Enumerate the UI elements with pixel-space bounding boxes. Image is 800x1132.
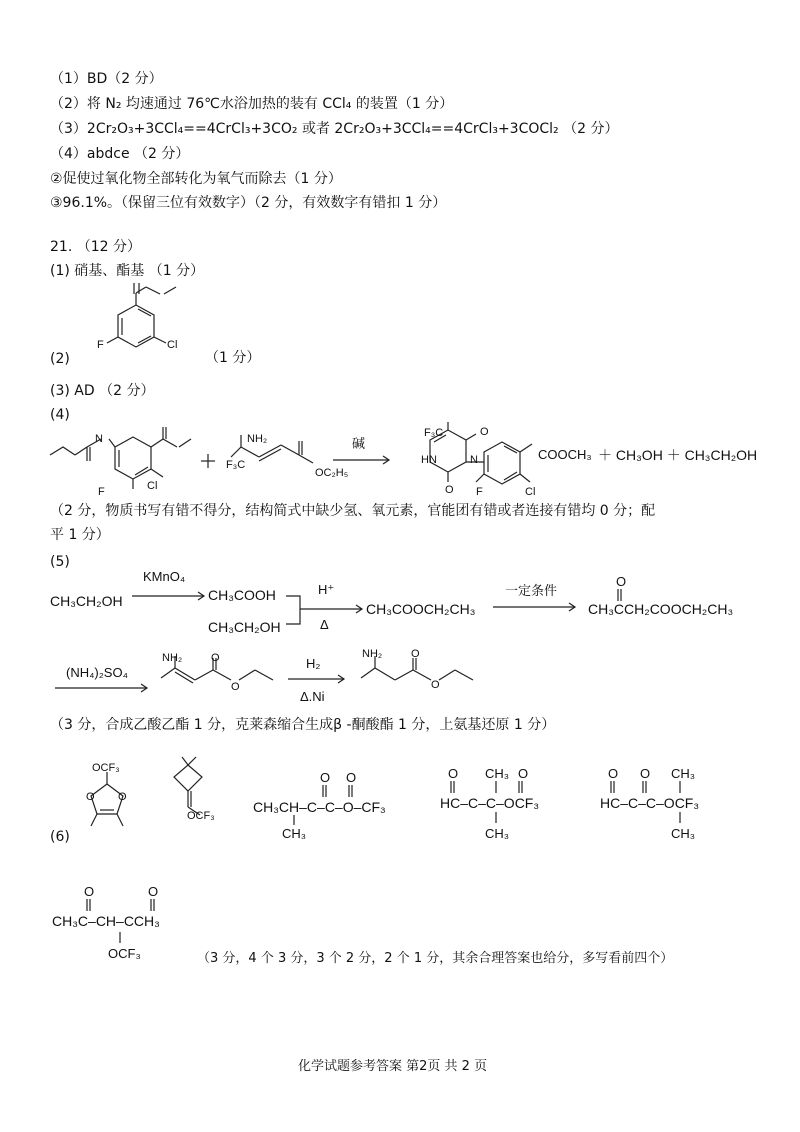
arrow-q5-4: [55, 682, 151, 694]
label-o-p1: O: [480, 426, 489, 438]
answer-20-4-2: ②促使过氧化物全部转化为氧气而除去（1 分）: [50, 171, 342, 187]
q6-c-o2: O: [346, 770, 357, 785]
q6-d-chain: HC–C–C–OCF₃: [440, 795, 540, 811]
q5-o-b: O: [411, 648, 420, 660]
q6-c-o1: O: [320, 770, 331, 785]
q6-b-ocf3: OCF₃: [187, 810, 215, 822]
q6-f-ocf3: OCF₃: [108, 946, 141, 961]
label-cl-2: Cl: [147, 480, 158, 492]
q5-cond: 一定条件: [505, 583, 558, 598]
byproducts: ＋ CH₃OH ＋ CH₃CH₂OH: [598, 447, 758, 463]
q6-e-chain: HC–C–C–OCF₃: [600, 795, 700, 811]
q5-keto-o: O: [616, 574, 627, 589]
q5-delta: Δ: [320, 617, 329, 632]
note-q6: （3 分，4 个 3 分，3 个 2 分，2 个 1 分，其余合理答案也给分，多写看前四个）: [197, 951, 674, 966]
q5-start: CH₃CH₂OH: [50, 593, 123, 609]
answer-21-4-label: (4): [50, 407, 70, 423]
structure-q6-b: [160, 755, 250, 845]
answer-21-2-label: (2): [50, 351, 70, 367]
q5-nh2-b: NH₂: [362, 648, 383, 660]
page-footer: 化学试题参考答案 第2页 共 2 页: [298, 1059, 488, 1074]
q6-e-o2: O: [640, 766, 651, 781]
q6-e-o1: O: [608, 766, 619, 781]
q6-d-o1: O: [448, 766, 459, 781]
label-hn: HN: [421, 454, 437, 466]
q5-ethanol: CH₃CH₂OH: [208, 619, 281, 635]
q6-c-double-bonds: [320, 785, 360, 799]
q6-e-ch3-top: CH₃: [671, 766, 696, 781]
arrow-q5-5: [288, 673, 348, 685]
note-q4-1: （2 分，物质书写有错不得分，结构简式中缺少氢、氧元素，官能团有错或者连接有错均 0 分；配: [50, 503, 656, 519]
q5-h2: H₂: [306, 656, 321, 671]
q6-c-ch3: CH₃: [282, 826, 307, 841]
q6-e-ch3-bottom: CH₃: [671, 826, 696, 841]
question-21-header: 21. （12 分）: [50, 239, 141, 255]
label-nh-1: N: [95, 433, 103, 445]
q5-acid: CH₃COOH: [208, 587, 276, 603]
q6-d-ch3-top: CH₃: [485, 766, 510, 781]
q5-o-a: O: [211, 652, 220, 664]
label-cl: Cl: [167, 339, 178, 351]
label-f3c: F₃C: [226, 459, 246, 471]
q6-f-o2: O: [148, 884, 159, 899]
reagent-base: 碱: [352, 437, 366, 452]
q5-hplus: H⁺: [318, 582, 335, 597]
q6-c-chain: CH₃CH–C–C–O–CF₃: [253, 799, 386, 815]
label-cooch3: COOCH₃: [538, 447, 592, 462]
answer-21-6-label: (6): [50, 829, 70, 845]
q6-a-o1: O: [86, 791, 95, 803]
note-q4-2: 平 1 分）: [50, 527, 110, 543]
q6-a-ocf3: OCF₃: [92, 762, 120, 774]
label-oc2h5: OC₂H₅: [315, 467, 349, 479]
label-cl-p: Cl: [525, 486, 536, 498]
arrow-q5-1: [132, 590, 208, 602]
label-o-p2: O: [445, 484, 454, 496]
q5-nh2-a: NH₂: [162, 652, 183, 664]
q6-d-o2: O: [518, 766, 529, 781]
answer-20-3: （3）2Cr₂O₃+3CCl₄==4CrCl₃+3CO₂ 或者 2Cr₂O₃+3CCl₄==4CrCl₃+3COCl₂ （2 分）: [50, 121, 619, 137]
label-f: F: [97, 339, 104, 351]
q6-f-chain: CH₃C–CH–CCH₃: [52, 913, 160, 929]
label-nh2-q4: NH₂: [247, 433, 268, 445]
label-f3c-p: F₃C: [424, 427, 444, 439]
label-n: N: [470, 454, 478, 466]
q5-ketoester: CH₃CCH₂COOCH₂CH₃: [588, 601, 734, 617]
answer-20-1: （1）BD（2 分）: [50, 71, 163, 87]
q5-ni: Δ.Ni: [300, 689, 325, 704]
answer-21-3: (3) AD （2 分）: [50, 383, 155, 399]
structure-q2: [80, 285, 190, 365]
answer-20-4: （4）abdce （2 分）: [50, 146, 190, 162]
answer-21-1: (1) 硝基、酯基 （1 分）: [50, 263, 205, 279]
label-f-p: F: [476, 486, 483, 498]
q5-kmno4: KMnO₄: [143, 569, 186, 584]
arrow-q5-3: [493, 601, 579, 613]
q5-o-ester-b: O: [431, 679, 440, 691]
q6-d-ch3-bottom: CH₃: [485, 826, 510, 841]
answer-20-4-3: ③96.1%。（保留三位有效数字）（2 分，有效数字有错扣 1 分）: [50, 195, 447, 211]
q5-ester: CH₃COOCH₂CH₃: [366, 601, 476, 617]
answer-21-5-label: (5): [50, 554, 70, 570]
q5-o-ester-a: O: [231, 681, 240, 693]
q6-f-o1: O: [84, 884, 95, 899]
q6-a-o2: O: [118, 791, 127, 803]
answer-21-2-score: （1 分）: [205, 350, 261, 366]
note-q5: （3 分，合成乙酸乙酯 1 分，克莱森缩合生成β -酮酸酯 1 分，上氨基还原 1 分）: [50, 717, 556, 733]
label-f-2: F: [98, 486, 105, 498]
q5-nh4: (NH₄)₂SO₄: [66, 665, 128, 680]
answer-20-2: （2）将 N₂ 均速通过 76℃水浴加热的装有 CCl₄ 的装置（1 分）: [50, 96, 454, 112]
arrow-q4: [333, 454, 393, 466]
